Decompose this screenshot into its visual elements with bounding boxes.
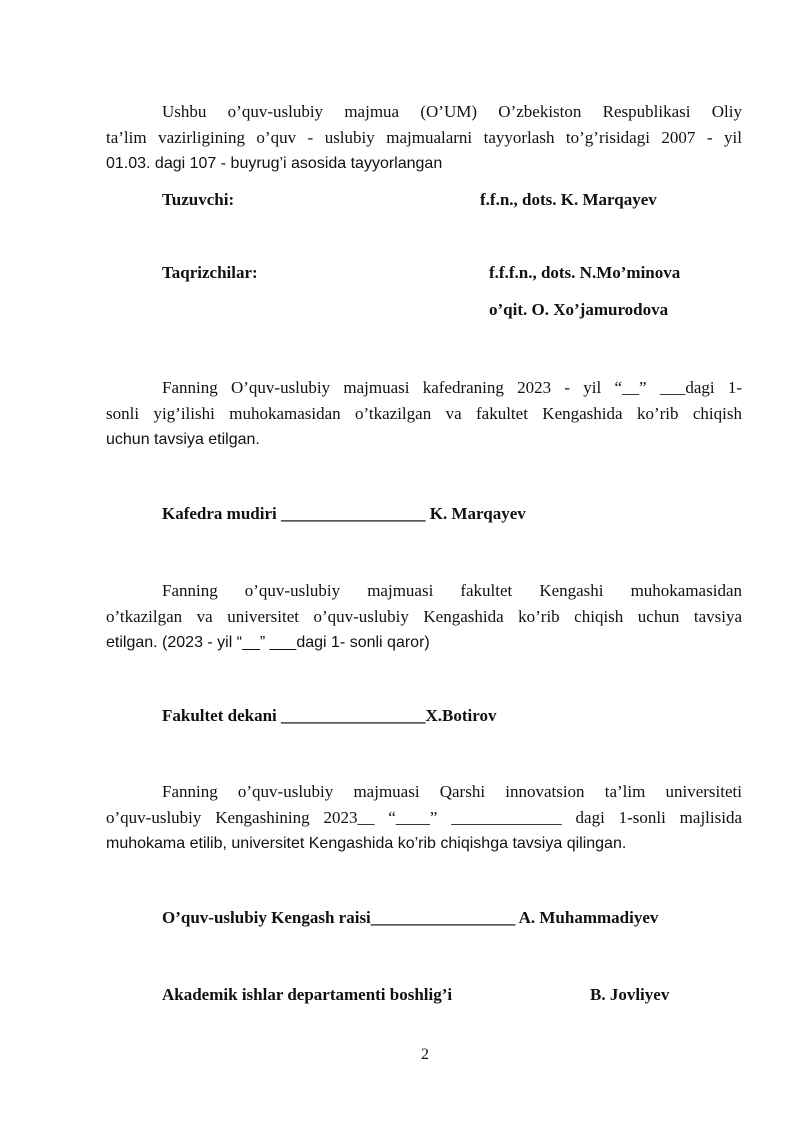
page-number: 2 <box>421 1046 429 1063</box>
reviewer-name: f.f.f.n., dots. N.Mo’minova <box>489 263 681 282</box>
paragraph-line: Fanning O’quv-uslubiy majmuasi kafedraning 2023 - yil “__” ___dagi 1- <box>162 378 742 397</box>
paragraph-line: 01.03. dagi 107 - buyrug’i asosida tayyorlangan <box>106 155 443 172</box>
paragraph-line: o’tkazilgan va universitet o’quv-uslubiy Kengashida ko’rib chiqish uchun tavsiya <box>106 607 742 626</box>
paragraph-line: etilgan. (2023 - yil “__” ___dagi 1- sonli qaror) <box>106 634 430 651</box>
paragraph-line: Fanning o’quv-uslubiy majmuasi Qarshi innovatsion ta’lim universiteti <box>162 782 742 801</box>
paragraph-line: o’quv-uslubiy Kengashining 2023__ “____” _____________ dagi 1-sonli majlisida <box>106 808 742 827</box>
paragraph-line: Ushbu o’quv-uslubiy majmua (O’UM) O’zbekiston Respublikasi Oliy <box>162 102 742 121</box>
compiler-name: f.f.n., dots. K. Marqayev <box>480 190 657 209</box>
academic-head-label: Akademik ishlar departamenti boshlig’i <box>162 985 453 1004</box>
head-of-department-signature: Kafedra mudiri _________________ K. Marqayev <box>162 504 526 523</box>
faculty-approval-paragraph <box>106 578 742 656</box>
paragraph-line: Fanning o’quv-uslubiy majmuasi fakultet Kengashi muhokamasidan <box>162 581 742 600</box>
reviewer-name: o’qit. O. Xo’jamurodova <box>489 300 669 319</box>
paragraph-line: sonli yig’ilishi muhokamasidan o’tkazilgan va fakultet Kengashida ko’rib chiqish <box>106 404 742 423</box>
dean-signature: Fakultet dekani _________________X.Botirov <box>162 706 497 725</box>
compiler-label: Tuzuvchi: <box>162 190 235 209</box>
paragraph-line: muhokama etilib, universitet Kengashida ko’rib chiqishga tavsiya qilingan. <box>106 835 627 852</box>
intro-paragraph <box>106 99 742 177</box>
department-approval-paragraph <box>106 375 742 453</box>
council-chair-signature: O’quv-uslubiy Kengash raisi_________________ A. Muhammadiyev <box>162 908 659 927</box>
university-approval-paragraph <box>106 779 742 857</box>
reviewers-label: Taqrizchilar: <box>162 263 258 282</box>
paragraph-line: uchun tavsiya etilgan. <box>106 431 260 448</box>
academic-head-name: B. Jovliyev <box>590 985 670 1004</box>
paragraph-line: ta’lim vazirligining o’quv - uslubiy majmualarni tayyorlash to’g’risidagi 2007 - yil <box>106 128 742 147</box>
